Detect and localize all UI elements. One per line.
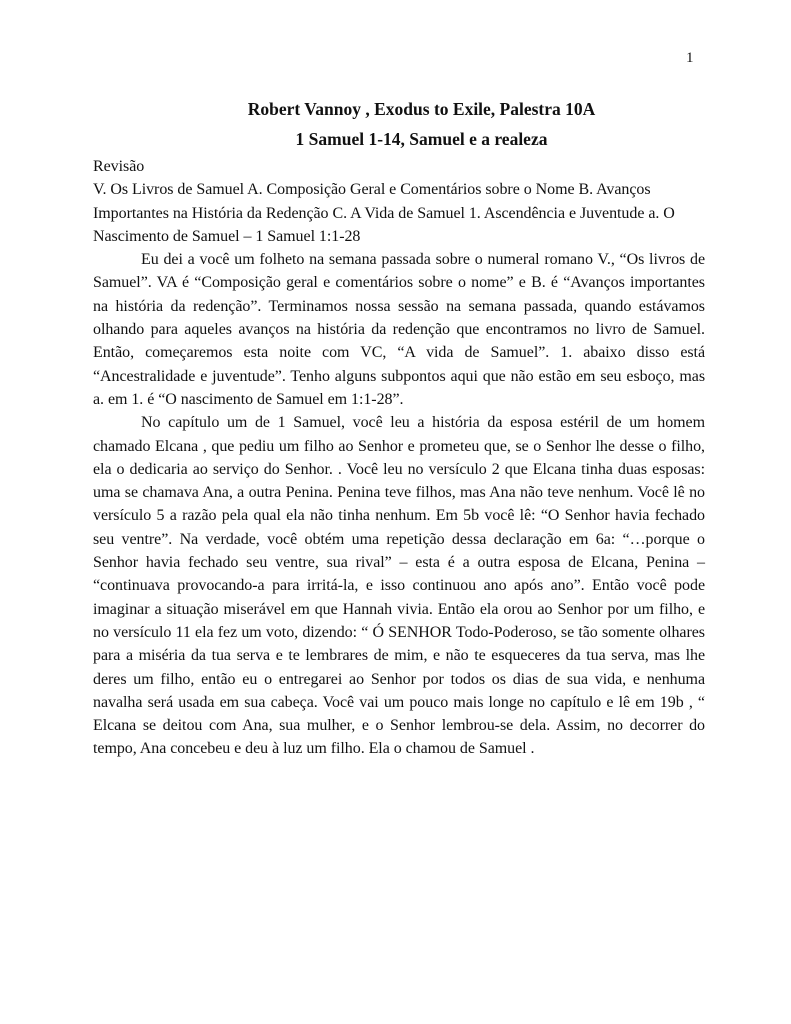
paragraph-1: Eu dei a você um folheto na semana passada sobre o numeral romano V., “Os livros de Samuel”. VA é “Composição geral e comentários sobre o nome” e B. é “Avanços importantes na história da redenção”. Terminamos nossa sessão na semana passada, quando estávamos olhando para aqueles avanços na história da redenção que encontramos no livro de Samuel. Então, começaremos esta noite com VC, “A vida de Samuel”. 1. abaixo disso está “Ancestralidade e juventude”. Tenho alguns subpontos aqui que não estão em seu esboço, mas a. em 1. é “O nascimento de Samuel em 1:1-28”. <box>93 251 705 408</box>
title-line-2: 1 Samuel 1-14, Samuel e a realeza <box>295 129 548 149</box>
title-line-1: Robert Vannoy , Exodus to Exile, Palestra 10A <box>247 99 596 119</box>
review-label: Revisão <box>93 158 145 175</box>
outline-summary: V. Os Livros de Samuel A. Composição Geral e Comentários sobre o Nome B. Avanços Importantes na História da Redenção C. A Vida de Samuel 1. Ascendência e Juventude a. O Nascimento de Samuel – 1 Samuel 1:1-28 <box>93 181 675 245</box>
page-number: 1 <box>686 50 694 66</box>
document-title <box>0 94 791 154</box>
document-body <box>93 155 705 761</box>
paragraph-2: No capítulo um de 1 Samuel, você leu a história da esposa estéril de um homem chamado Elcana , que pediu um filho ao Senhor e prometeu que, se o Senhor lhe desse o filho, ela o dedicaria ao serviço do Senhor. . Você leu no versículo 2 que Elcana tinha duas esposas: uma se chamava Ana, a outra Penina. Penina teve filhos, mas Ana não teve nenhum. Você lê no versículo 5 a razão pela qual ela não tinha nenhum. Em 5b você lê: “O Senhor havia fechado seu ventre”. Na verdade, você obtém uma repetição dessa declaração em 6a: “…porque o Senhor havia fechado seu ventre, sua rival” – esta é a outra esposa de Elcana, Penina – “continuava provocando-a para irritá-la, e isso continuou ano após ano”. Então você pode imaginar a situação miserável em que Hannah vivia. Então ela orou ao Senhor por um filho, e no versículo 11 ela fez um voto, dizendo: “ Ó SENHOR Todo-Poderoso, se tão somente olhares para a miséria da tua serva e te lembrares de mim, e não te esqueceres da tua serva, mas lhe deres um filho, então eu o entregarei ao Senhor por todos os dias de sua vida, e nenhuma navalha será usada em sua cabeça. Você vai um pouco mais longe no capítulo e lê em 19b , “ Elcana se deitou com Ana, sua mulher, e o Senhor lembrou-se dela. Assim, no decorrer do tempo, Ana concebeu e deu à luz um filho. Ela o chamou de Samuel . <box>93 414 705 758</box>
